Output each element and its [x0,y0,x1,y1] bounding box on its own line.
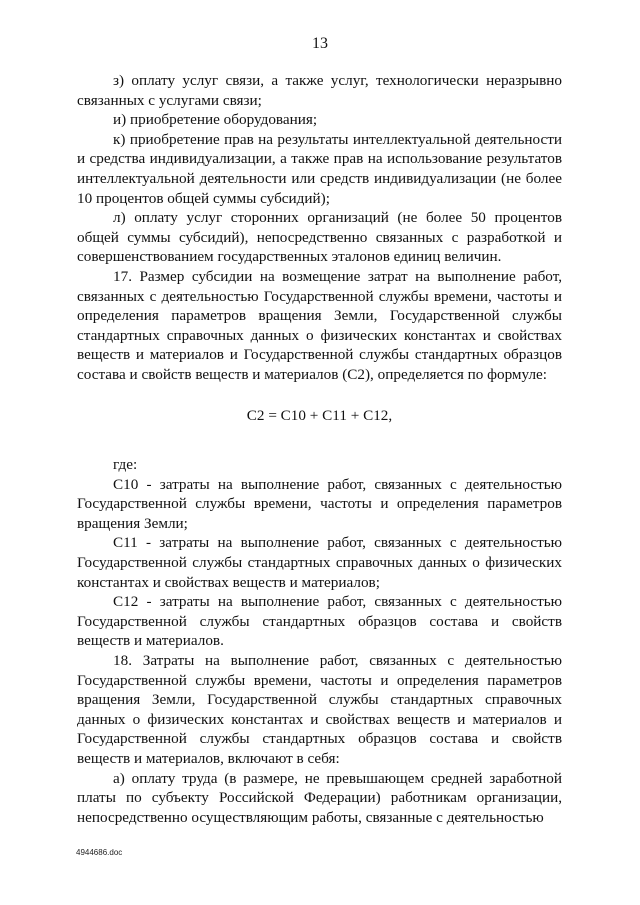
footer-filename: 4944686.doc [76,848,123,857]
paragraph-clause-18: 18. Затраты на выполнение работ, связанных с деятельностью Государственной службы времени, частоты и определения параметров вращения Земли, Государственной службы стандартных справочных данных о физических константах и свойствах веществ и материалов и Государственной службы стандартных образцов состава и свойств веществ и материалов, включают в себя: [77,652,562,767]
document-body [77,71,562,827]
page-number: 13 [312,35,328,52]
definition-c10: С10 - затраты на выполнение работ, связанных с деятельностью Государственной службы времени, частоты и определения параметров вращения Земли; [77,475,562,532]
paragraph-item-a: а) оплату труда (в размере, не превышающем средней заработной платы по субъекту Российской Федерации) работникам организации, непосредственно осуществляющим работы, связанные с деятельностью [77,769,562,826]
paragraph-item-z: з) оплату услуг связи, а также услуг, технологически неразрывно связанных с услугами связи; [77,72,562,109]
paragraph-clause-17: 17. Размер субсидии на возмещение затрат на выполнение работ, связанных с деятельностью Государственной службы времени, частоты и определения параметров вращения Земли, Государственной службы стандартных справочных данных о физических константах и свойствах веществ и материалов и Государственной службы стандартных образцов состава и свойств веществ и материалов (С2), определяется по формуле: [77,267,562,383]
formula: С2 = С10 + С11 + С12, [246,406,393,424]
paragraph-item-k: к) приобретение прав на результаты интеллектуальной деятельности и средства индивидуализации, а также прав на использование результатов интеллектуальной деятельности или средств индивидуализации (не более 10 процентов общей суммы субсидий); [77,130,562,207]
definition-c12: С12 - затраты на выполнение работ, связанных с деятельностью Государственной службы стандартных образцов состава и свойств веществ и материалов. [77,593,562,650]
where-label: где: [113,456,138,474]
paragraph-item-i: и) приобретение оборудования; [113,111,318,129]
paragraph-item-l: л) оплату услуг сторонних организаций (не более 50 процентов общей суммы субсидий), непосредственно связанных с разработкой и совершенствованием государственных эталонов единиц величин. [77,209,562,266]
definition-c11: С11 - затраты на выполнение работ, связанных с деятельностью Государственной службы стандартных справочных данных о физических константах и свойствах веществ и материалов; [77,534,562,591]
